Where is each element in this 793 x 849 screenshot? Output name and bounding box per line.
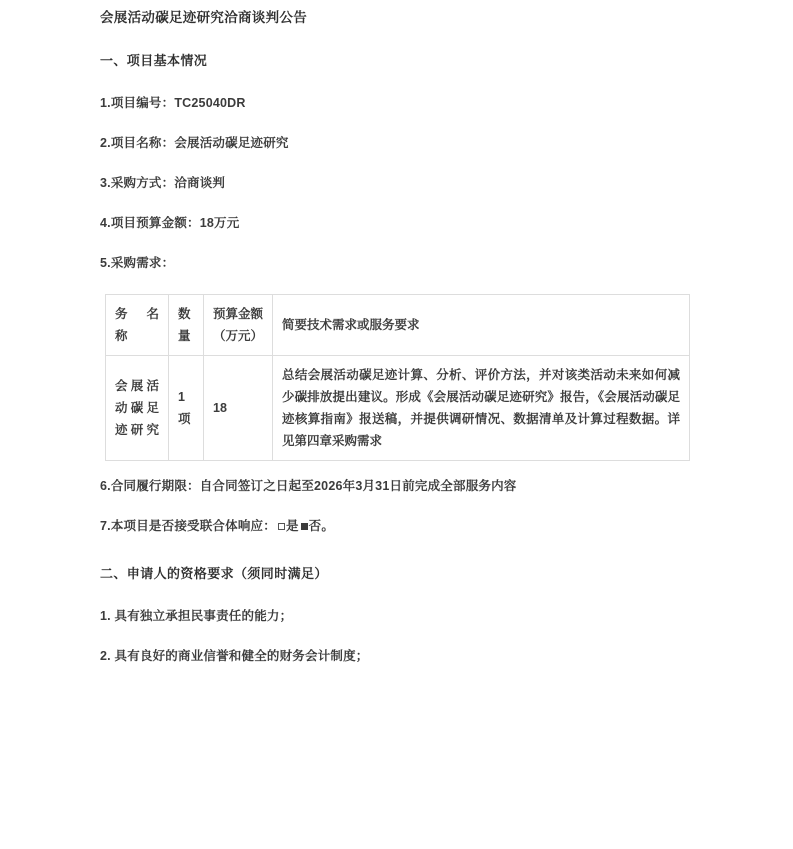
consortium-no-label: 否: [308, 519, 322, 533]
header-budget: 预算金额（万元）: [204, 295, 273, 356]
procurement-method-line: 3.采购方式：洽商谈判: [100, 176, 226, 190]
header-description: 简要技术需求或服务要求: [273, 295, 690, 356]
qualification-item-1: 1. 具有独立承担民事责任的能力；: [100, 609, 293, 623]
document-title: 会展活动碳足迹研究洽商谈判公告: [100, 10, 307, 25]
requirements-table: [105, 294, 690, 461]
document-body: [100, 8, 700, 666]
consortium-label: 7.本项目是否接受联合体响应：: [100, 519, 276, 533]
header-service-name: 务 名 称: [106, 295, 169, 356]
qualification-item-2: 2. 具有良好的商业信誉和健全的财务会计制度；: [100, 649, 369, 663]
checkbox-no-icon: [301, 523, 308, 530]
consortium-line: [100, 517, 700, 536]
consortium-yes-label: 是: [285, 519, 299, 533]
section-heading-one: 一、项目基本情况: [100, 53, 208, 68]
cell-quantity: 1项: [169, 356, 204, 461]
project-number-line: 1.项目编号：TC25040DR: [100, 96, 246, 110]
consortium-period: 。: [321, 519, 335, 533]
checkbox-yes-icon: [278, 523, 285, 530]
project-name-line: 2.项目名称：会展活动碳足迹研究: [100, 136, 289, 150]
contract-period-line: 6.合同履行期限：自合同签订之日起至2026年3月31日前完成全部服务内容: [100, 479, 517, 493]
project-budget-line: 4.项目预算金额：18万元: [100, 216, 240, 230]
cell-description: 总结会展活动碳足迹计算、分析、评价方法，并对该类活动未来如何减少碳排放提出建议。形成《会展活动碳足迹研究》报告，《会展活动碳足迹核算指南》报送稿，并提供调研情况、数据清单及计算过程数据。详见第四章采购需求: [273, 356, 690, 461]
table-header-row: [106, 295, 690, 356]
cell-service-name: 会展活动碳足迹研究: [106, 356, 169, 461]
procurement-requirement-line: 5.采购需求：: [100, 256, 175, 270]
header-quantity: 数 量: [169, 295, 204, 356]
cell-budget: 18: [204, 356, 273, 461]
section-heading-two: 二、申请人的资格要求（须同时满足）: [100, 566, 328, 581]
table-row: [106, 356, 690, 461]
